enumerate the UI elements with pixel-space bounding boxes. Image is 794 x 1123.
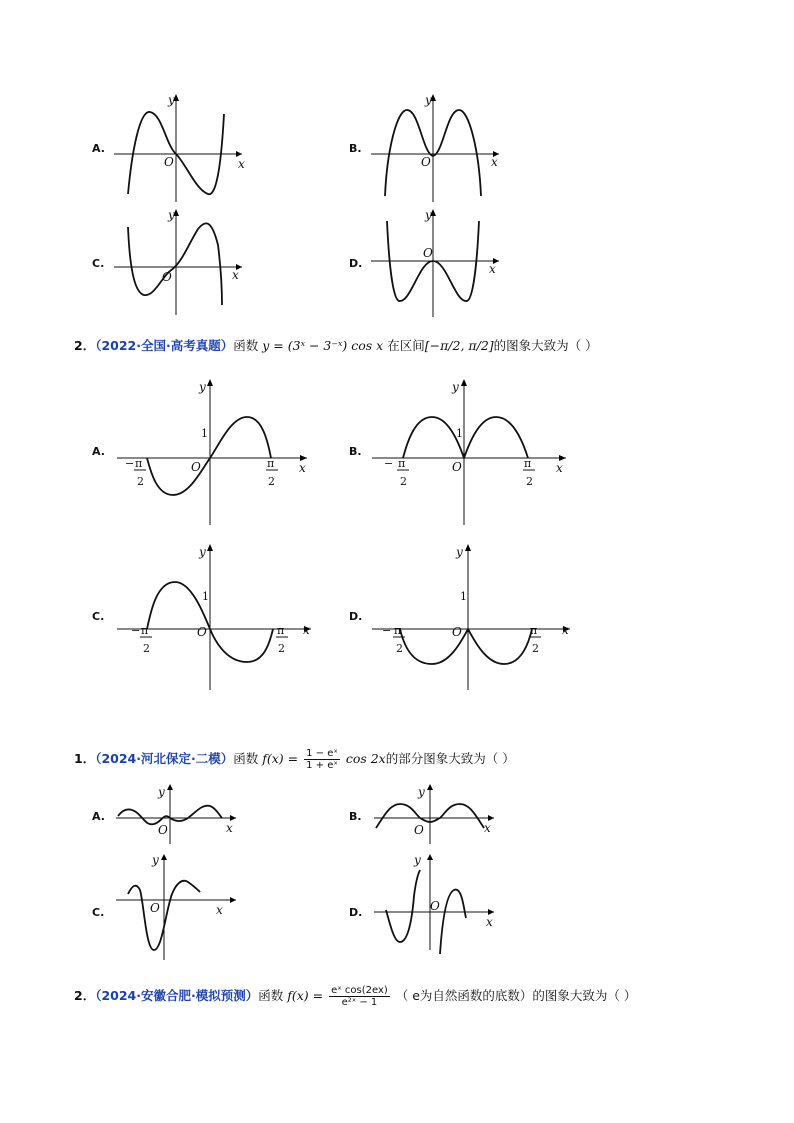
option-a-label: A. xyxy=(92,142,105,155)
svg-text:−: − xyxy=(131,624,141,637)
svg-text:x: x xyxy=(486,915,493,929)
svg-text:π: π xyxy=(277,624,285,637)
svg-text:y: y xyxy=(199,380,206,394)
svg-text:π: π xyxy=(398,457,406,470)
svg-text:1: 1 xyxy=(460,590,467,603)
svg-text:y: y xyxy=(452,380,459,394)
svg-text:x: x xyxy=(303,623,310,637)
svg-text:π: π xyxy=(394,624,402,637)
svg-text:O: O xyxy=(162,270,172,284)
graph-2c xyxy=(115,540,315,695)
svg-text:2: 2 xyxy=(400,475,407,488)
svg-text:y: y xyxy=(456,545,463,559)
svg-text:π: π xyxy=(141,624,149,637)
svg-text:x: x xyxy=(226,821,233,835)
option-b-label: B. xyxy=(349,142,362,155)
svg-text:y: y xyxy=(168,208,175,222)
svg-text:x: x xyxy=(489,262,496,276)
graph-1c xyxy=(110,205,250,320)
option-d-label: D. xyxy=(349,610,363,623)
svg-text:x: x xyxy=(484,821,491,835)
svg-text:1: 1 xyxy=(201,427,208,440)
svg-text:2: 2 xyxy=(396,642,403,655)
svg-text:y: y xyxy=(158,785,165,799)
graph-3c xyxy=(112,850,242,965)
option-b-label: B. xyxy=(349,445,362,458)
option-c-label: C. xyxy=(92,257,105,270)
svg-text:x: x xyxy=(491,155,498,169)
svg-text:x: x xyxy=(556,461,563,475)
svg-text:O: O xyxy=(452,460,462,474)
svg-text:2: 2 xyxy=(137,475,144,488)
graph-3d xyxy=(370,850,500,965)
svg-text:y: y xyxy=(418,785,425,799)
question-2024-hebei: 1．（2024·河北保定·二模）函数 f(x) = $\frac{\text{1 − eˣ}}{\text{1 + eˣ}}$ cos 2x的部分图象大致为（ ） xyxy=(74,748,515,771)
svg-text:O: O xyxy=(414,823,424,837)
svg-text:x: x xyxy=(299,461,306,475)
graph-2a xyxy=(115,375,315,530)
graph-1a xyxy=(110,90,250,205)
option-d-label: D. xyxy=(349,906,363,919)
svg-text:1: 1 xyxy=(202,590,209,603)
svg-text:O: O xyxy=(191,460,201,474)
svg-text:x: x xyxy=(238,157,245,171)
svg-text:2: 2 xyxy=(278,642,285,655)
svg-text:O: O xyxy=(197,625,207,639)
svg-text:π: π xyxy=(135,457,143,470)
svg-text:π: π xyxy=(267,457,275,470)
svg-text:O: O xyxy=(452,625,462,639)
graph-1b xyxy=(367,90,507,205)
graph-1d xyxy=(367,205,507,320)
option-d-label: D. xyxy=(349,257,363,270)
option-a-label: A. xyxy=(92,445,105,458)
svg-text:2: 2 xyxy=(532,642,539,655)
graph-3a xyxy=(112,782,242,846)
svg-text:O: O xyxy=(421,155,431,169)
svg-text:−: − xyxy=(125,457,135,470)
svg-text:x: x xyxy=(562,623,569,637)
svg-text:2: 2 xyxy=(268,475,275,488)
svg-text:O: O xyxy=(164,155,174,169)
svg-text:2: 2 xyxy=(143,642,150,655)
graph-2b xyxy=(370,375,570,530)
svg-text:2: 2 xyxy=(526,475,533,488)
svg-text:−: − xyxy=(384,457,394,470)
svg-text:O: O xyxy=(430,899,440,913)
question-2024-anhui: 2．（2024·安徽合肥·模拟预测）函数 f(x) = $\frac{\text{eˣ cos(2ex)}}{\text{e²ˣ − 1}}$ （ e为自然函数的底数）的图象大致为（ ） xyxy=(74,985,637,1008)
graph-2d xyxy=(370,540,580,695)
option-c-label: C. xyxy=(92,610,105,623)
svg-text:−: − xyxy=(382,624,392,637)
question-2022: 2．（2022·全国·高考真题）函数 y = (3ˣ − 3⁻ˣ) cos x 在区间[−π/2, π/2]的图象大致为（ ） xyxy=(74,338,598,353)
svg-text:x: x xyxy=(216,903,223,917)
option-c-label: C. xyxy=(92,906,105,919)
svg-text:O: O xyxy=(158,823,168,837)
svg-text:y: y xyxy=(168,93,175,107)
option-a-label: A. xyxy=(92,810,105,823)
svg-text:y: y xyxy=(414,853,421,867)
svg-text:π: π xyxy=(524,457,532,470)
svg-text:y: y xyxy=(425,93,432,107)
svg-text:y: y xyxy=(152,853,159,867)
graph-3b xyxy=(370,782,500,846)
svg-text:π: π xyxy=(530,624,538,637)
svg-text:x: x xyxy=(232,268,239,282)
svg-text:1: 1 xyxy=(456,427,463,440)
svg-text:O: O xyxy=(150,901,160,915)
option-b-label: B. xyxy=(349,810,362,823)
svg-text:y: y xyxy=(199,545,206,559)
svg-text:y: y xyxy=(425,208,432,222)
svg-text:O: O xyxy=(423,246,433,260)
